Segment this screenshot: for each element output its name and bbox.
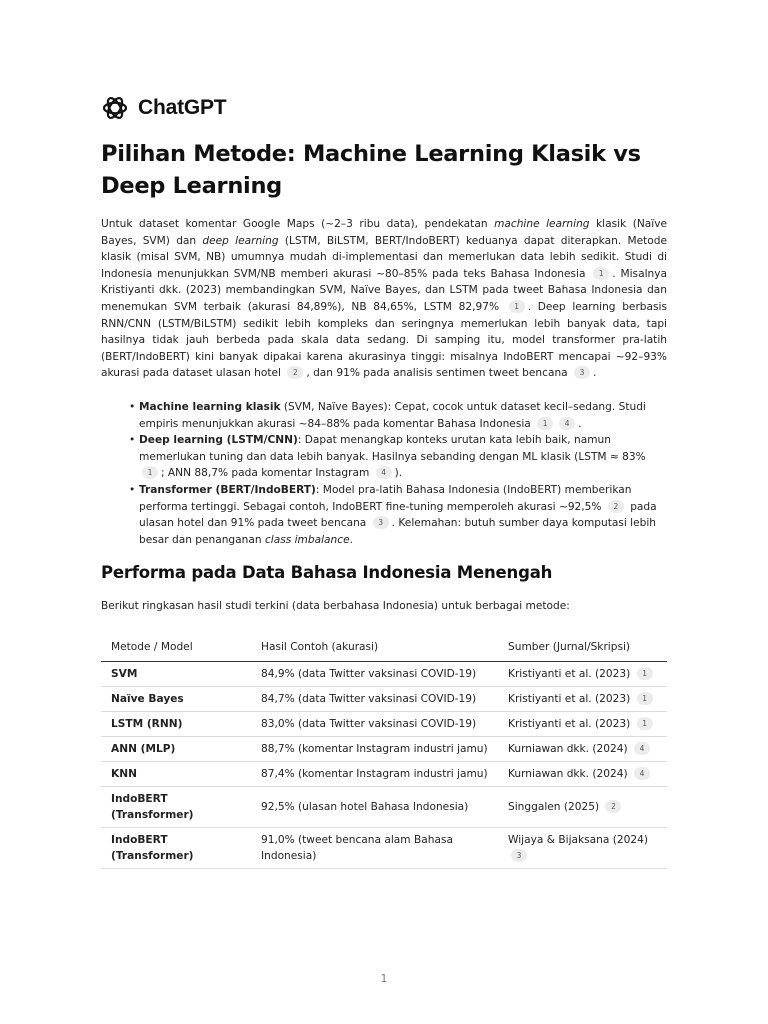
result-cell: 84,7% (data Twitter vaksinasi COVID-19) xyxy=(251,687,498,712)
citation-badge[interactable]: 2 xyxy=(608,500,624,513)
text-run: . Misalnya Kristiyanti dkk. (2023) membandingkan SVM, Naïve Bayes, dan LSTM pada tweet Bahasa Indonesia dan menemukan SVM terbaik (akurasi 84,89%), NB 84,65%, LSTM 82,97% xyxy=(101,267,667,313)
method-cell: SVM xyxy=(101,662,251,687)
italic-text: deep learning xyxy=(202,234,279,247)
citation-badge[interactable]: 3 xyxy=(574,366,590,379)
text-run: ). xyxy=(394,467,403,480)
citation-badge[interactable]: 4 xyxy=(634,742,650,755)
chatgpt-logo-icon xyxy=(101,94,129,122)
method-cell: IndoBERT (Transformer) xyxy=(101,787,251,828)
source-text: Kurniawan dkk. (2024) xyxy=(508,768,628,780)
method-cell: IndoBERT (Transformer) xyxy=(101,828,251,869)
table-row xyxy=(101,662,667,687)
text-run: . xyxy=(593,367,597,380)
method-cell: KNN xyxy=(101,762,251,787)
source-cell xyxy=(498,828,667,869)
italic-text: machine learning xyxy=(494,218,590,230)
citation-badge[interactable]: 1 xyxy=(637,692,653,705)
citation-badge[interactable]: 1 xyxy=(593,267,609,280)
source-cell xyxy=(498,687,667,712)
method-cell: LSTM (RNN) xyxy=(101,712,251,737)
intro-paragraph xyxy=(101,216,667,382)
results-table xyxy=(101,634,667,869)
table-row xyxy=(101,687,667,712)
column-header-source: Sumber (Jurnal/Skripsi) xyxy=(498,634,667,662)
brand-header xyxy=(101,94,226,122)
text-run: . Kelemahan: butuh sumber daya komputasi lebih besar dan penanganan xyxy=(139,517,657,546)
citation-badge[interactable]: 2 xyxy=(287,366,303,379)
bullet-dot-icon: • xyxy=(129,483,136,496)
source-cell xyxy=(498,737,667,762)
bullet-item xyxy=(129,482,667,548)
method-bullet-list xyxy=(129,399,667,548)
column-header-result: Hasil Contoh (akurasi) xyxy=(251,634,498,662)
text-run: pada ulasan hotel dan 91% pada tweet bencana xyxy=(139,500,657,530)
result-cell: 91,0% (tweet bencana alam Bahasa Indonesia) xyxy=(251,828,498,869)
page-number: 1 xyxy=(380,973,388,985)
text-run: (LSTM, BiLSTM, BERT/IndoBERT) keduanya dapat diterapkan. Metode klasik (misal SVM, NB) umumnya mudah di-implementasi dan memerlukan data lebih sedikit. Studi di Indonesia menunjukkan SVM/NB memberi akurasi ~80–85% pada teks Bahasa Indonesia xyxy=(101,234,667,280)
citation-badge[interactable]: 1 xyxy=(509,300,525,313)
brand-name: ChatGPT xyxy=(138,96,227,119)
column-header-method: Metode / Model xyxy=(101,634,251,662)
source-cell xyxy=(498,712,667,737)
bullet-dot-icon: • xyxy=(129,434,136,447)
source-cell xyxy=(498,787,667,828)
text-run: , dan 91% pada analisis sentimen tweet bencana xyxy=(306,367,572,380)
text-run: . xyxy=(349,533,353,546)
table-row xyxy=(101,787,667,828)
table-row xyxy=(101,762,667,787)
citation-badge[interactable]: 4 xyxy=(634,767,650,780)
table-row xyxy=(101,737,667,762)
source-text: Kristiyanti et al. (2023) xyxy=(508,693,631,705)
text-run: . xyxy=(578,417,582,430)
bullet-dot-icon: • xyxy=(129,401,136,413)
citation-badge[interactable]: 1 xyxy=(637,667,653,680)
source-cell xyxy=(498,762,667,787)
citation-badge[interactable]: 4 xyxy=(376,466,392,479)
table-row xyxy=(101,828,667,869)
source-text: Kurniawan dkk. (2024) xyxy=(508,743,628,755)
result-cell: 88,7% (komentar Instagram industri jamu) xyxy=(251,737,498,762)
result-cell: 92,5% (ulasan hotel Bahasa Indonesia) xyxy=(251,787,498,828)
result-cell: 87,4% (komentar Instagram industri jamu) xyxy=(251,762,498,787)
source-text: Kristiyanti et al. (2023) xyxy=(508,718,631,730)
source-text: Wijaya & Bijaksana (2024) xyxy=(508,834,648,846)
text-run: (SVM, Naïve Bayes): Cepat, cocok untuk dataset kecil–sedang. Studi empiris menunjukkan akurasi ~84–88% pada komentar Bahasa Indonesia xyxy=(139,401,646,430)
method-cell: Naïve Bayes xyxy=(101,687,251,712)
bullet-item xyxy=(129,399,667,432)
citation-badge[interactable]: 3 xyxy=(511,849,527,862)
result-cell: 83,0% (data Twitter vaksinasi COVID-19) xyxy=(251,712,498,737)
section-heading: Performa pada Data Bahasa Indonesia Menengah xyxy=(101,563,553,582)
table-intro: Berikut ringkasan hasil studi terkini (data berbahasa Indonesia) untuk berbagai metode: xyxy=(101,600,570,612)
source-text: Kristiyanti et al. (2023) xyxy=(508,668,631,680)
text-run: Untuk dataset komentar Google Maps (~2–3 ribu data), pendekatan xyxy=(101,218,495,230)
citation-badge[interactable]: 1 xyxy=(637,717,653,730)
text-run: : Model pra-latih Bahasa Indonesia (IndoBERT) memberikan performa tertinggi. Sebagai contoh, IndoBERT fine-tuning memperoleh akurasi ~92,5% xyxy=(139,483,632,513)
citation-badge[interactable]: 2 xyxy=(605,800,621,813)
page-title: Pilihan Metode: Machine Learning Klasik vs Deep Learning xyxy=(101,141,641,199)
text-run: . Deep learning berbasis RNN/CNN (LSTM/BiLSTM) sedikit lebih kompleks dan seringnya memerlukan lebih banyak data, tapi hasilnya tidak jauh berbeda pada skala data sedang. Di samping itu, model transformer pra-latih (BERT/IndoBERT) kini banyak dipakai karena akurasinya tinggi: misalnya IndoBERT mencapai ~92–93% akurasi pada dataset ulasan hotel xyxy=(101,300,668,380)
table-header-row xyxy=(101,634,667,662)
citation-badge[interactable]: 1 xyxy=(537,417,553,430)
table-row xyxy=(101,712,667,737)
source-cell xyxy=(498,662,667,687)
method-cell: ANN (MLP) xyxy=(101,737,251,762)
bold-text: Deep learning (LSTM/CNN) xyxy=(139,434,298,447)
bullet-item xyxy=(129,432,667,482)
citation-badge[interactable]: 4 xyxy=(559,417,575,430)
result-cell: 84,9% (data Twitter vaksinasi COVID-19) xyxy=(251,662,498,687)
italic-text: class imbalance xyxy=(264,533,350,546)
text-run: klasik (Naïve Bayes, SVM) dan xyxy=(101,218,667,247)
text-run: : Dapat menangkap konteks urutan kata lebih baik, namun memerlukan tuning dan data lebih banyak. Hasilnya sebanding dengan ML klasik (LSTM ≈ 83% xyxy=(139,434,646,463)
source-text: Singgalen (2025) xyxy=(508,801,600,813)
citation-badge[interactable]: 3 xyxy=(373,516,389,529)
bold-text: Transformer (BERT/IndoBERT) xyxy=(139,483,316,496)
citation-badge[interactable]: 1 xyxy=(142,466,158,479)
text-run: ; ANN 88,7% pada komentar Instagram xyxy=(161,467,373,480)
bold-text: Machine learning klasik xyxy=(139,401,281,413)
